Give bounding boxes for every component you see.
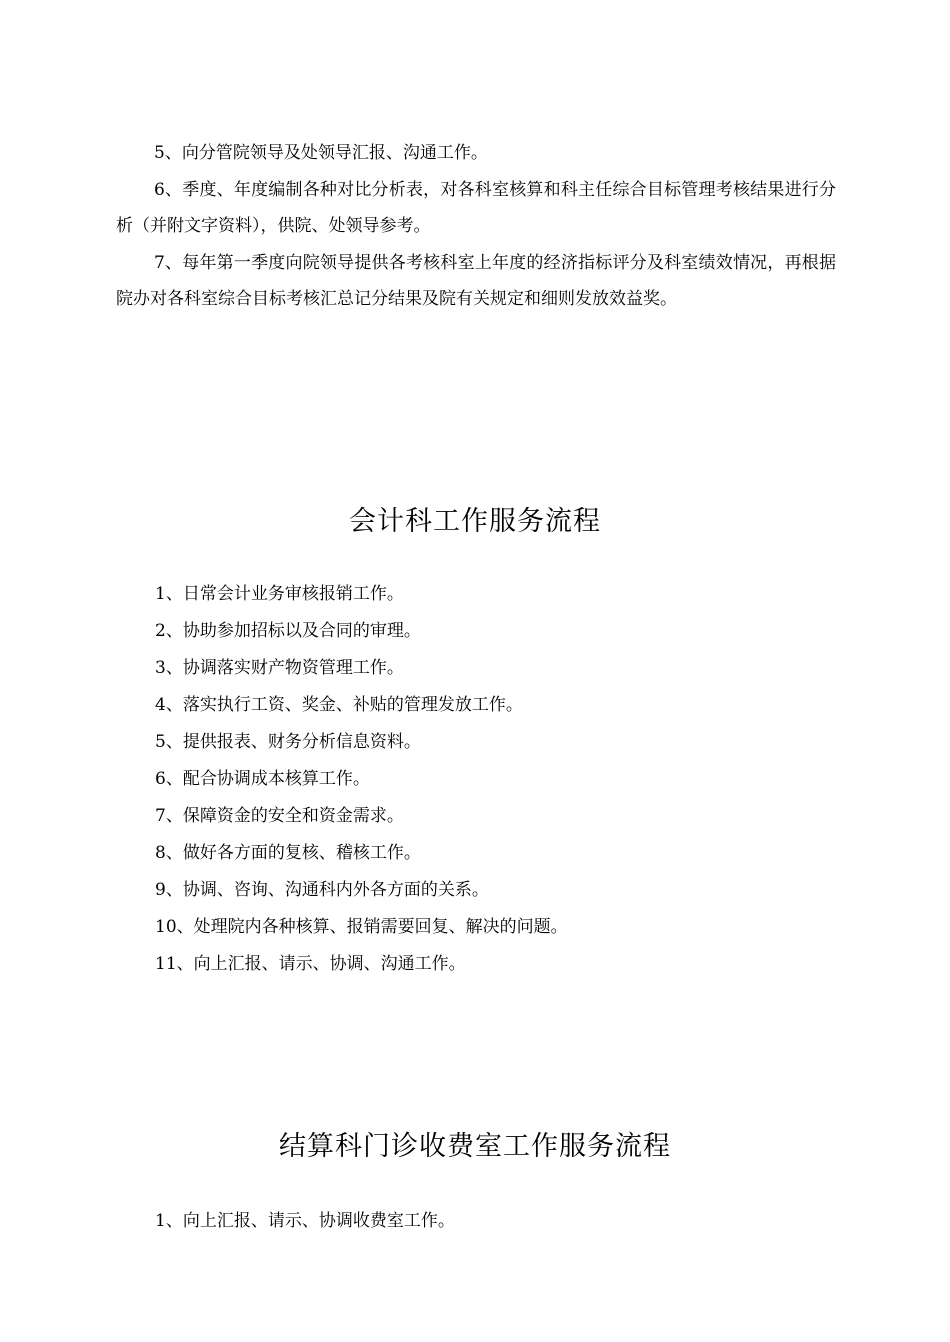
list-item: 1、日常会计业务审核报销工作。: [155, 584, 404, 604]
list-item: 5、提供报表、财务分析信息资料。: [155, 732, 421, 752]
paragraph-item-6: 6、季度、年度编制各种对比分析表，对各科室核算和科主任综合目标管理考核结果进行分析（并附文字资料），供院、处领导参考。: [116, 180, 836, 236]
paragraph-item-7: 7、每年第一季度向院领导提供各考核科室上年度的经济指标评分及科室绩效情况，再根据院办对各科室综合目标考核汇总记分结果及院有关规定和细则发放效益奖。: [116, 253, 836, 309]
paragraph-item-5: 5、向分管院领导及处领导汇报、沟通工作。: [154, 143, 488, 163]
list-item: 8、做好各方面的复核、稽核工作。: [155, 843, 421, 863]
list-item: 4、落实执行工资、奖金、补贴的管理发放工作。: [155, 695, 523, 715]
settlement-section-title: 结算科门诊收费室工作服务流程: [279, 1131, 671, 1162]
list-item: 7、保障资金的安全和资金需求。: [155, 806, 404, 826]
list-item: 10、处理院内各种核算、报销需要回复、解决的问题。: [155, 917, 568, 937]
list-item: 11、向上汇报、请示、协调、沟通工作。: [155, 954, 466, 974]
list-item: 1、向上汇报、请示、协调收费室工作。: [155, 1211, 455, 1231]
list-item: 2、协助参加招标以及合同的审理。: [155, 621, 421, 641]
accounting-section-title: 会计科工作服务流程: [349, 506, 601, 537]
list-item: 3、协调落实财产物资管理工作。: [155, 658, 404, 678]
settlement-process-list: [155, 1203, 455, 1240]
list-item: 6、配合协调成本核算工作。: [155, 769, 370, 789]
accounting-process-list: [155, 576, 568, 983]
list-item: 9、协调、咨询、沟通科内外各方面的关系。: [155, 880, 489, 900]
